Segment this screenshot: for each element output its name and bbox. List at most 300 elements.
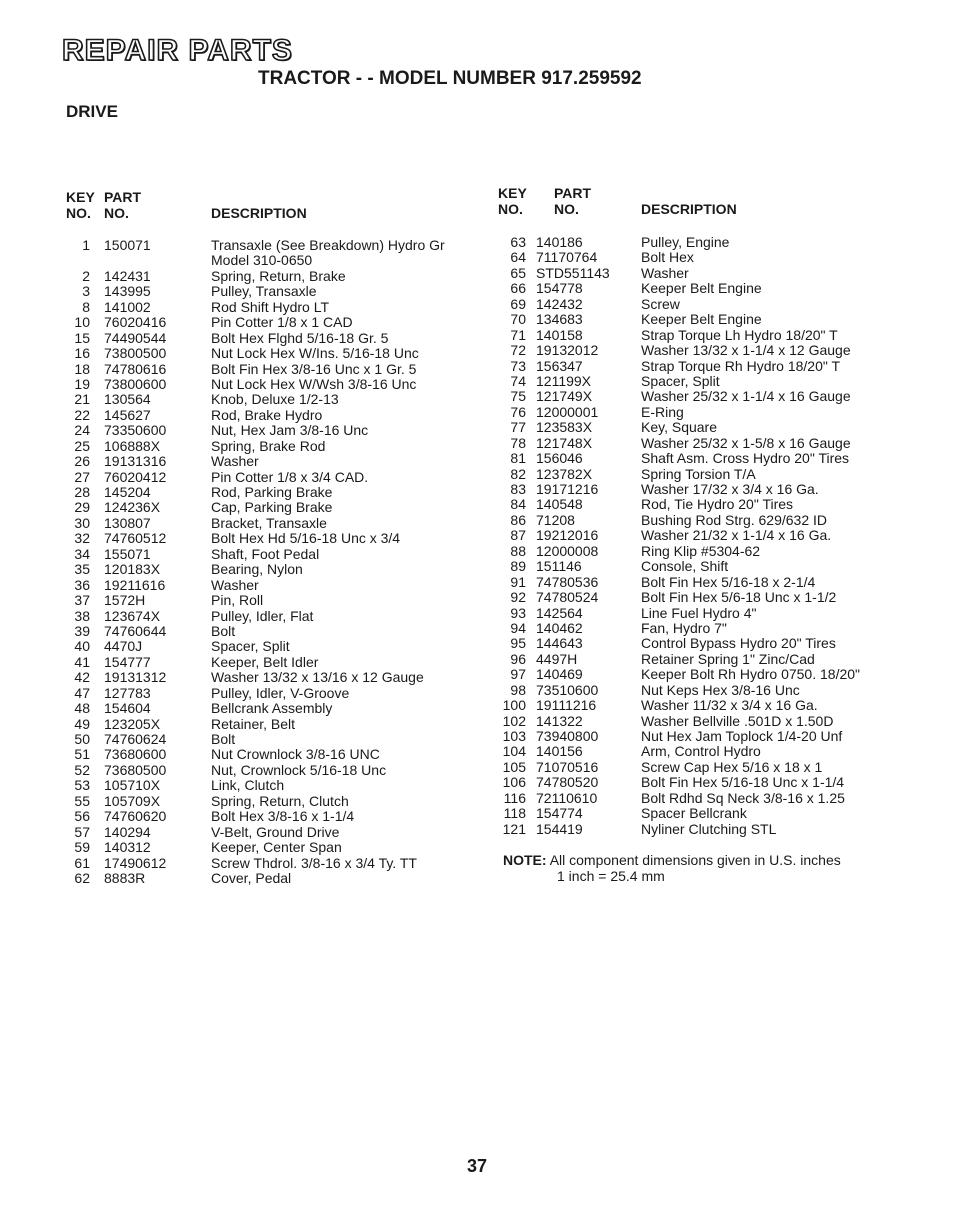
part-description: Bolt Hex Hd 5/16-18 Unc x 3/4: [211, 530, 401, 547]
key-number: 59: [74, 839, 90, 856]
key-number: 55: [74, 792, 90, 809]
part-number: 123782X: [536, 465, 593, 482]
part-number: 141002: [104, 298, 151, 315]
parts-row: [500, 621, 910, 636]
parts-row: [66, 500, 466, 515]
part-number: 4497H: [536, 650, 578, 667]
part-description: Pin, Roll: [211, 592, 264, 609]
parts-row: [66, 408, 466, 423]
parts-row: [66, 470, 466, 485]
part-number: 19171216: [536, 481, 599, 497]
key-number: 77: [510, 419, 526, 436]
part-number: 140186: [536, 234, 583, 250]
part-description: Shaft, Foot Pedal: [211, 545, 320, 562]
parts-row: [500, 389, 910, 404]
part-number: 106888X: [104, 437, 161, 454]
part-description: Bolt Fin Hex 5/16-18 Unc x 1-1/4: [641, 774, 845, 791]
parts-row: [500, 482, 910, 497]
parts-row: [66, 871, 466, 886]
parts-row: [500, 822, 910, 837]
parts-row: [66, 331, 466, 346]
parts-row: [500, 312, 910, 327]
key-number: 22: [74, 406, 90, 423]
key-number: 89: [510, 558, 526, 575]
part-description: Pin Cotter 1/8 x 3/4 CAD.: [211, 468, 369, 485]
key-number: 21: [74, 391, 90, 408]
key-number: 116: [503, 789, 526, 806]
key-number: 76: [510, 403, 526, 420]
key-number: 83: [510, 481, 526, 497]
part-number: 71170764: [536, 249, 598, 266]
part-number: 123674X: [104, 607, 161, 624]
part-number: 123583X: [536, 419, 593, 436]
parts-row: [66, 562, 466, 577]
key-number: 19: [74, 375, 90, 392]
key-number: 35: [74, 561, 90, 578]
parts-row: [66, 778, 466, 793]
parts-row: [66, 609, 466, 624]
part-number: 4470J: [104, 638, 143, 655]
part-number: 145627: [104, 406, 151, 423]
key-number: 56: [74, 808, 90, 825]
part-number: 1572H: [104, 592, 146, 609]
part-description: Keeper, Center Span: [211, 839, 342, 856]
parts-row: [500, 575, 910, 590]
key-number: 36: [74, 576, 90, 593]
part-number: 130564: [104, 391, 151, 408]
parts-row: [500, 451, 910, 466]
key-number: 16: [74, 345, 90, 362]
part-description: Rod, Parking Brake: [211, 484, 333, 500]
part-number: 19111216: [536, 697, 597, 714]
parts-row: [500, 359, 910, 374]
part-number: 105710X: [104, 777, 161, 794]
key-number: 64: [510, 249, 526, 266]
part-number: 73940800: [536, 728, 599, 744]
note-line1: All component dimensions given in U.S. inches: [549, 852, 841, 868]
part-number: 120183X: [104, 561, 161, 578]
key-number: 10: [74, 314, 90, 331]
parts-row: [66, 531, 466, 546]
key-number: 24: [74, 422, 90, 439]
part-description: Key, Square: [641, 419, 718, 436]
key-number: 78: [510, 434, 526, 451]
part-number: 73680600: [104, 746, 167, 763]
parts-row: [66, 717, 466, 732]
part-description: Keeper Belt Engine: [641, 311, 762, 328]
part-description: Washer 25/32 x 1-5/8 x 16 Gauge: [641, 434, 851, 451]
parts-row: [66, 300, 466, 315]
parts-row: [500, 528, 910, 543]
key-number: 82: [510, 465, 526, 482]
part-number: 76020416: [104, 314, 167, 331]
part-number: 8883R: [104, 869, 146, 886]
part-description: Pulley, Engine: [641, 234, 730, 250]
parts-row: [66, 794, 466, 809]
parts-row: [500, 497, 910, 512]
parts-row: [500, 559, 910, 574]
part-description: Nut Keps Hex 3/8-16 Unc: [641, 681, 800, 698]
key-number: 69: [510, 295, 526, 312]
part-description: Rod Shift Hydro LT: [211, 298, 330, 315]
part-number: 73350600: [104, 422, 167, 439]
part-description: Bolt Fin Hex 5/6-18 Unc x 1-1/2: [641, 589, 837, 606]
parts-row: [500, 513, 910, 528]
key-number: 15: [74, 329, 90, 346]
key-number: 70: [510, 311, 526, 328]
key-number: 32: [74, 530, 90, 547]
part-number: 140158: [536, 326, 583, 343]
part-number: 74760624: [104, 731, 167, 747]
part-description: Cap, Parking Brake: [211, 499, 333, 516]
part-description: E-Ring: [641, 403, 684, 420]
parts-row: [66, 701, 466, 716]
parts-row: [500, 775, 910, 790]
part-description: Washer: [211, 453, 259, 470]
part-description: Cover, Pedal: [211, 869, 292, 886]
key-number: 8: [82, 298, 90, 315]
key-number: 102: [502, 712, 526, 729]
key-number: 53: [74, 777, 90, 794]
part-number: 143995: [104, 283, 151, 300]
part-description: Bolt Fin Hex 5/16-18 x 2-1/4: [641, 573, 816, 590]
part-description: Keeper Belt Engine: [641, 280, 762, 297]
key-number: 52: [74, 761, 90, 778]
key-number: 106: [502, 774, 526, 791]
parts-row: [66, 593, 466, 608]
part-number: 134683: [536, 311, 583, 328]
key-number: 51: [74, 746, 90, 763]
key-number: 105: [502, 758, 526, 775]
parts-row: [500, 652, 910, 667]
part-number: 74490544: [104, 329, 167, 346]
parts-row: [66, 840, 466, 855]
parts-row: [66, 454, 466, 469]
key-number: 26: [74, 453, 90, 470]
parts-row: [66, 362, 466, 377]
parts-row: [500, 420, 910, 435]
left-part-header: PART NO.: [104, 189, 142, 221]
key-number: 95: [510, 635, 526, 652]
part-description: Washer: [641, 264, 689, 281]
key-number: 40: [74, 638, 90, 655]
key-number: 48: [74, 700, 90, 717]
part-description: Nyliner Clutching STL: [641, 820, 777, 837]
key-number: 93: [510, 604, 526, 621]
key-number: 97: [510, 666, 526, 683]
parts-row: [500, 590, 910, 605]
key-number: 29: [74, 499, 90, 516]
right-description-header: DESCRIPTION: [641, 201, 737, 217]
key-number: 41: [74, 653, 90, 670]
part-description: Keeper, Belt Idler: [211, 653, 319, 670]
part-number: 151146: [536, 558, 582, 575]
part-number: 121749X: [536, 388, 593, 405]
note-line2: 1 inch = 25.4 mm: [557, 868, 665, 884]
key-number: 1: [82, 237, 90, 253]
left-parts-list: [66, 238, 466, 886]
part-description: Bellcrank Assembly: [211, 700, 333, 717]
part-description: Retainer Spring 1" Zinc/Cad: [641, 650, 815, 667]
parts-row: [500, 606, 910, 621]
part-description: Nut Lock Hex W/Ins. 5/16-18 Unc: [211, 345, 419, 362]
parts-row: [500, 729, 910, 744]
parts-row: [66, 655, 466, 670]
key-number: 18: [74, 360, 90, 377]
parts-row: [66, 377, 466, 392]
parts-row: [500, 714, 910, 729]
dimension-note: [503, 852, 841, 884]
parts-row: [500, 544, 910, 559]
part-description: Washer 13/32 x 13/16 x 12 Gauge: [211, 669, 424, 686]
part-description: Line Fuel Hydro 4": [641, 604, 757, 621]
part-number: 19211616: [104, 576, 166, 593]
part-number: 74760644: [104, 622, 167, 639]
key-number: 27: [74, 468, 90, 485]
parts-row: [66, 809, 466, 824]
part-number: 19131312: [104, 669, 167, 686]
parts-row: [500, 281, 910, 296]
part-number: 123205X: [104, 715, 161, 732]
part-description: Bolt Rdhd Sq Neck 3/8-16 x 1.25: [641, 789, 845, 806]
part-description: Spring, Brake Rod: [211, 437, 326, 454]
part-description: Spacer, Split: [211, 638, 290, 655]
part-number: 142432: [536, 295, 583, 312]
part-description: Nut, Crownlock 5/16-18 Unc: [211, 761, 387, 778]
part-description: Pulley, Transaxle: [211, 283, 317, 300]
key-number: 75: [510, 388, 526, 405]
part-number: 74760620: [104, 808, 167, 825]
part-description: Control Bypass Hydro 20" Tires: [641, 635, 836, 652]
parts-row: [66, 732, 466, 747]
parts-row: [500, 405, 910, 420]
part-number: 140462: [536, 619, 583, 636]
part-number: 154419: [536, 820, 583, 837]
part-description: Spring, Return, Clutch: [211, 792, 349, 809]
part-number: 19212016: [536, 527, 599, 544]
part-number: 142431: [104, 267, 151, 284]
part-number: 71208: [536, 511, 575, 528]
right-parts-list: [500, 235, 910, 837]
part-number: 141322: [536, 712, 583, 729]
key-number: 57: [74, 823, 90, 840]
key-number: 88: [510, 542, 526, 559]
part-number: 74780616: [104, 360, 167, 377]
key-number: 28: [74, 484, 90, 500]
parts-row: [66, 284, 466, 299]
key-number: 73: [510, 357, 526, 374]
part-description: Spring, Return, Brake: [211, 267, 346, 284]
part-description: Transaxle (See Breakdown) Hydro Gr Model 310-0650: [211, 237, 445, 269]
key-number: 74: [510, 372, 526, 389]
key-number: 65: [510, 264, 526, 281]
parts-row: [500, 328, 910, 343]
key-number: 2: [82, 267, 90, 284]
part-description: Washer 11/32 x 3/4 x 16 Ga.: [641, 697, 818, 714]
parts-row: [500, 683, 910, 698]
part-number: 154778: [536, 280, 583, 297]
parts-row: [500, 250, 910, 265]
key-number: 34: [74, 545, 90, 562]
parts-row: [500, 297, 910, 312]
part-number: 74760512: [104, 530, 167, 547]
part-description: Keeper Bolt Rh Hydro 0750. 18/20": [641, 666, 860, 683]
part-number: 121199X: [536, 372, 592, 389]
part-description: Washer 13/32 x 1-1/4 x 12 Gauge: [641, 342, 851, 359]
part-number: 105709X: [104, 792, 161, 809]
parts-row: [66, 686, 466, 701]
key-number: 50: [74, 731, 90, 747]
part-number: 124236X: [104, 499, 161, 516]
part-number: 73680500: [104, 761, 167, 778]
parts-row: [500, 760, 910, 775]
part-number: 140469: [536, 666, 583, 683]
parts-row: [500, 436, 910, 451]
part-description: Spring Torsion T/A: [641, 465, 756, 482]
part-number: 72110610: [536, 789, 598, 806]
part-description: Spacer Bellcrank: [641, 805, 747, 822]
key-number: 37: [74, 592, 90, 609]
parts-row: [66, 856, 466, 871]
key-number: 91: [510, 573, 526, 590]
key-number: 39: [74, 622, 90, 639]
part-description: Nut, Hex Jam 3/8-16 Unc: [211, 422, 369, 439]
part-description: Pulley, Idler, Flat: [211, 607, 314, 624]
parts-row: [500, 467, 910, 482]
part-number: 154777: [104, 653, 151, 670]
parts-row: [500, 374, 910, 389]
part-number: 74780536: [536, 573, 599, 590]
part-description: Strap Torque Rh Hydro 18/20" T: [641, 357, 841, 374]
part-description: Ring Klip #5304-62: [641, 542, 761, 559]
note-label: NOTE:: [503, 852, 547, 868]
key-number: 49: [74, 715, 90, 732]
part-number: 71070516: [536, 758, 599, 775]
parts-row: [66, 670, 466, 685]
key-number: 87: [510, 527, 526, 544]
key-number: 66: [510, 280, 526, 297]
parts-row: [66, 639, 466, 654]
key-number: 100: [502, 697, 526, 714]
part-number: 156347: [536, 357, 583, 374]
key-number: 25: [74, 437, 90, 454]
parts-row: [66, 825, 466, 840]
part-description: Bolt Hex 3/8-16 x 1-1/4: [211, 808, 355, 825]
key-number: 103: [502, 728, 526, 744]
part-description: Nut Lock Hex W/Wsh 3/8-16 Unc: [211, 375, 417, 392]
part-description: Bushing Rod Strg. 629/632 ID: [641, 511, 828, 528]
part-number: 140312: [104, 839, 151, 856]
right-part-header: PART NO.: [554, 185, 592, 217]
part-number: 144643: [536, 635, 583, 652]
parts-row: [500, 806, 910, 821]
part-description: Pulley, Idler, V-Groove: [211, 684, 350, 701]
part-number: 154604: [104, 700, 151, 717]
part-number: 154774: [536, 805, 583, 822]
key-number: 71: [510, 326, 526, 343]
parts-row: [500, 791, 910, 806]
part-description: Knob, Deluxe 1/2-13: [211, 391, 339, 408]
part-description: Screw Cap Hex 5/16 x 18 x 1: [641, 758, 823, 775]
part-description: Link, Clutch: [211, 777, 285, 794]
part-description: Rod, Brake Hydro: [211, 406, 323, 423]
key-number: 47: [74, 684, 90, 701]
part-number: 150071: [104, 237, 151, 253]
parts-row: [500, 235, 910, 250]
parts-row: [66, 547, 466, 562]
part-number: 73800500: [104, 345, 167, 362]
page-title: REPAIR PARTS: [62, 34, 293, 67]
key-number: 30: [74, 514, 90, 531]
key-number: 92: [510, 589, 526, 606]
key-number: 42: [74, 669, 90, 686]
key-number: 62: [74, 869, 90, 886]
parts-row: [66, 485, 466, 500]
key-number: 98: [510, 681, 526, 698]
key-number: 61: [74, 854, 90, 871]
part-number: 12000008: [536, 542, 599, 559]
parts-row: [66, 315, 466, 330]
part-description: Bearing, Nylon: [211, 561, 303, 578]
part-number: 74780520: [536, 774, 599, 791]
part-number: 19131316: [104, 453, 167, 470]
part-description: Spacer, Split: [641, 372, 720, 389]
part-description: Pin Cotter 1/8 x 1 CAD: [211, 314, 353, 331]
part-description: Bolt Fin Hex 3/8-16 Unc x 1 Gr. 5: [211, 360, 417, 377]
part-description: Screw Thdrol. 3/8-16 x 3/4 Ty. TT: [211, 854, 417, 871]
part-number: 17490612: [104, 854, 167, 871]
part-number: 142564: [536, 604, 583, 621]
part-description: Fan, Hydro 7": [641, 619, 727, 636]
parts-row: [500, 667, 910, 682]
parts-row: [500, 636, 910, 651]
part-number: 73510600: [536, 681, 599, 698]
parts-row: [500, 343, 910, 358]
parts-row: [500, 744, 910, 759]
parts-row: [66, 346, 466, 361]
key-number: 63: [510, 234, 526, 250]
parts-row: [66, 269, 466, 284]
key-number: 121: [502, 820, 526, 837]
part-description: Washer 17/32 x 3/4 x 16 Ga.: [641, 481, 819, 497]
part-number: 140294: [104, 823, 151, 840]
key-number: 3: [82, 283, 90, 300]
part-number: 130807: [104, 514, 151, 531]
part-number: 73800600: [104, 375, 167, 392]
part-number: 140156: [536, 743, 583, 760]
part-number: 121748X: [536, 434, 593, 451]
part-description: Console, Shift: [641, 558, 729, 575]
parts-row: [66, 763, 466, 778]
part-number: STD551143: [536, 264, 610, 281]
key-number: 38: [74, 607, 90, 624]
parts-row: [66, 439, 466, 454]
left-key-header: KEY NO.: [66, 189, 95, 221]
part-description: Washer 21/32 x 1-1/4 x 16 Ga.: [641, 527, 832, 544]
part-number: 155071: [104, 545, 151, 562]
part-description: Bolt Hex Flghd 5/16-18 Gr. 5: [211, 329, 389, 346]
part-number: 156046: [536, 450, 583, 467]
part-number: 140548: [536, 496, 583, 513]
section-title: DRIVE: [66, 102, 118, 121]
part-description: Washer 25/32 x 1-1/4 x 16 Gauge: [641, 388, 851, 405]
part-description: Nut Hex Jam Toplock 1/4-20 Unf: [641, 728, 843, 744]
page-number: 37: [466, 1156, 488, 1176]
part-description: Arm, Control Hydro: [641, 743, 761, 760]
part-description: Bolt: [211, 731, 236, 747]
parts-row: [66, 747, 466, 762]
parts-row: [66, 238, 466, 269]
